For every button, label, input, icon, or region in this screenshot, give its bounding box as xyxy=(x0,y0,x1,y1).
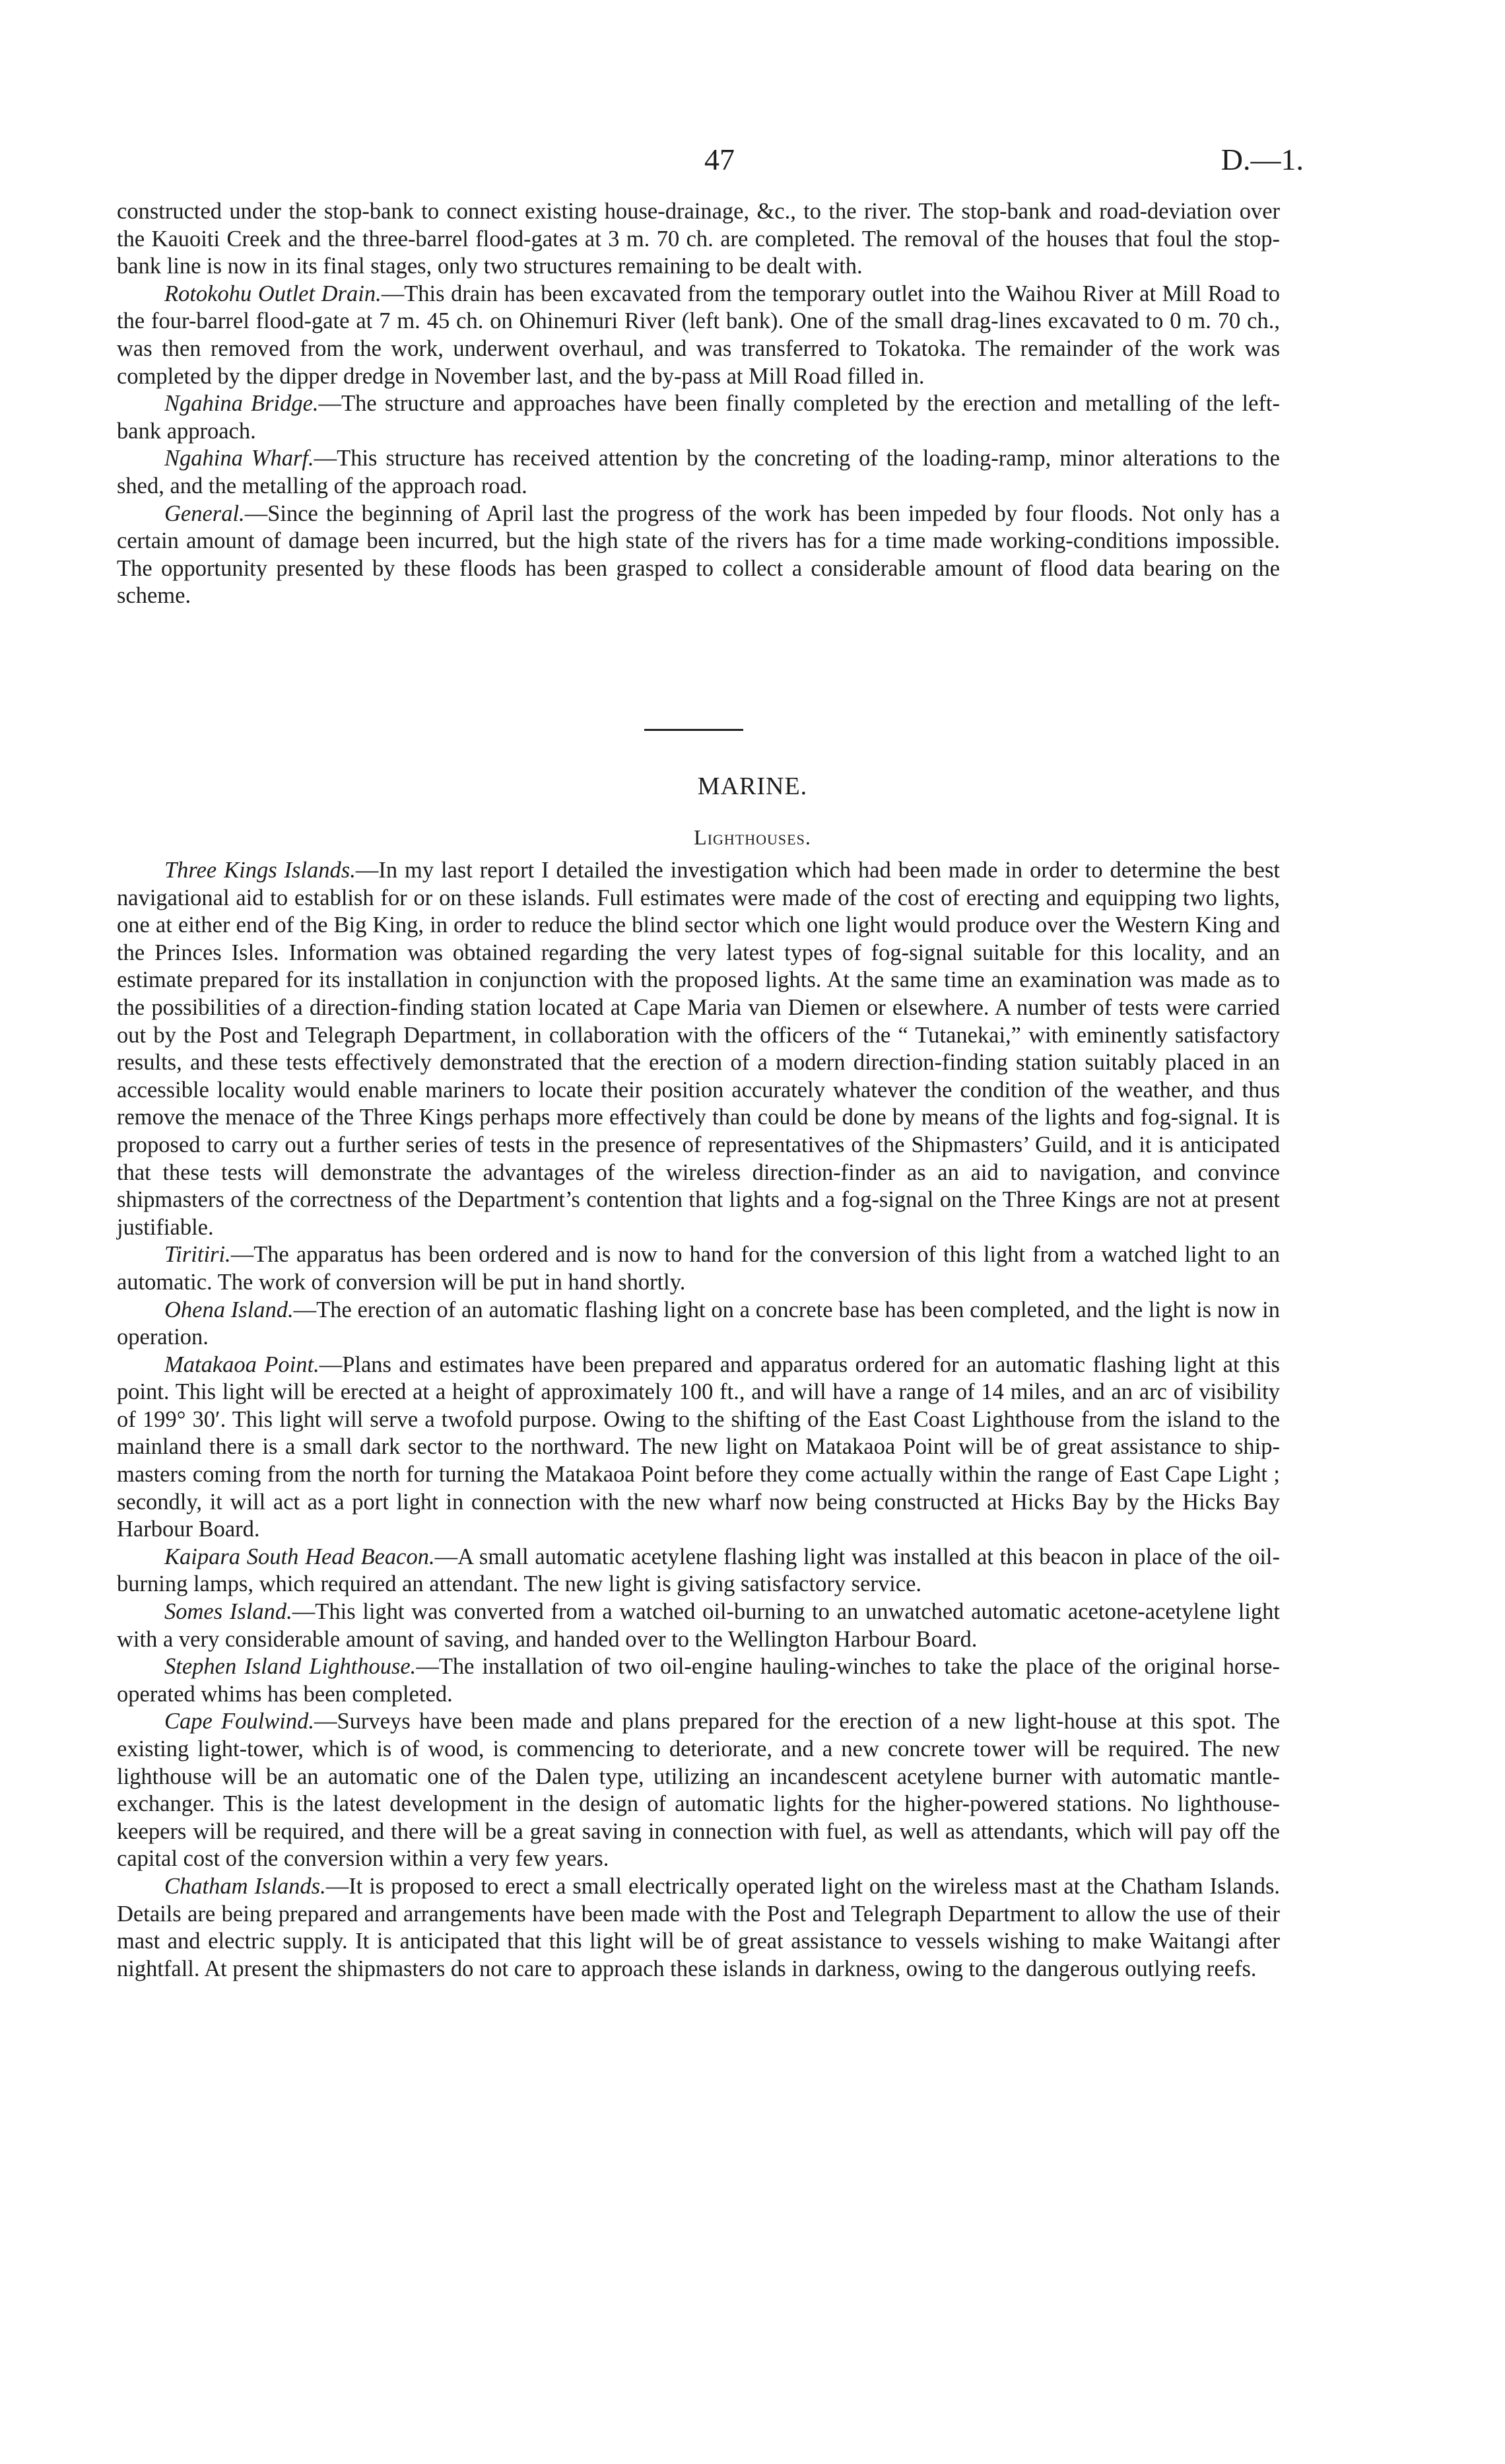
paragraph-lead: Chatham Islands. xyxy=(164,1873,326,1899)
paragraph-lead: Three Kings Islands. xyxy=(164,858,356,883)
paragraph-lead: Somes Island. xyxy=(164,1599,292,1625)
paragraph-general xyxy=(117,500,1280,610)
paragraph-lead: Cape Foulwind. xyxy=(164,1709,314,1734)
paragraph-chatham-islands xyxy=(117,1873,1280,1983)
paragraph-text: —This structure has received attention by the concreting of the loading-ramp, minor alterations to the shed, and the metalling of the approach road. xyxy=(117,446,1280,498)
paragraph-ngahina-bridge xyxy=(117,390,1280,445)
paragraph-text: —Surveys have been made and plans prepared for the erection of a new light-house at this spot. The existing light-tower, which is of wood, is commencing to deteriorate, and a new concrete tower will be required. The new lighthouse will be an automatic one of the Dalen type, utilizing an incandescent acetylene burner with automatic mantle-exchanger. This is the latest development in the design of automatic lights for the higher-powered stations. No lighthouse-keepers will be required, and there will be a great saving in connection with fuel, as well as attendants, which will pay off the capital cost of the conversion within a very few years. xyxy=(117,1709,1280,1872)
paragraph-kaipara-south-head-beacon xyxy=(117,1544,1280,1598)
paragraph-text: —Since the beginning of April last the progress of the work has been impeded by four floods. Not only has a certain amount of damage been incurred, but the high state of the rivers has for a time made working-conditions impossible. The opportunity presented by these floods has been grasped to collect a considerable amount of flood data bearing on the scheme. xyxy=(117,500,1280,609)
paragraph-lead: Rotokohu Outlet Drain. xyxy=(164,281,382,306)
section-divider xyxy=(644,729,743,731)
document-reference: D.—1. xyxy=(1221,143,1304,176)
works-section xyxy=(117,198,1280,610)
paragraph-somes-island xyxy=(117,1598,1280,1653)
paragraph-ngahina-wharf xyxy=(117,445,1280,500)
section-title: MARINE. xyxy=(697,772,808,800)
paragraph-lead: Matakaoa Point. xyxy=(164,1352,319,1377)
page-number: 47 xyxy=(704,143,735,176)
paragraph-lead: Ngahina Bridge. xyxy=(164,391,319,417)
paragraph-text: —This light was converted from a watched oil-burning to an unwatched automatic acetone-acetylene light with a very considerable amount of saving, and handed over to the Wellington Harbour Board. xyxy=(117,1599,1281,1652)
paragraph-lead: Ngahina Wharf. xyxy=(164,446,314,471)
paragraph-lead: Kaipara South Head Beacon. xyxy=(164,1544,435,1569)
paragraph-text: —The apparatus has been ordered and is now to hand for the conversion of this light from a watched light to an automatic. The work of conversion will be put in hand shortly. xyxy=(117,1242,1280,1295)
paragraph-text: —The installation of two oil-engine hauling-winches to take the place of the original horse-operated whims has been completed. xyxy=(117,1654,1280,1707)
section-subtitle: Lighthouses. xyxy=(694,825,811,849)
paragraph-tiritiri xyxy=(117,1241,1280,1296)
continuation-paragraph: constructed under the stop-bank to connect existing house-drainage, &c., to the river. The stop-bank and road-deviation over the Kauoiti Creek and the three-barrel flood-gates at 3 m. 70 ch. are completed. The removal of the houses that foul the stop-bank line is now in its final stages, only two structures remaining to be dealt with. xyxy=(117,199,1280,279)
paragraph-three-kings-islands xyxy=(117,857,1280,1241)
lighthouses-section xyxy=(117,857,1280,1983)
paragraph-lead: Ohena Island. xyxy=(164,1297,294,1322)
paragraph-lead: General. xyxy=(164,500,245,526)
paragraph-lead: Stephen Island Lighthouse. xyxy=(164,1654,417,1680)
paragraph-text: —Plans and estimates have been prepared and apparatus ordered for an automatic flashing light at this point. This light will be erected at a height of approximately 100 ft., and will have a range of 14 miles, and an arc of visibility of 199° 30′. This light will serve a twofold purpose. Owing to the shifting of the East Coast Lighthouse from the island to the mainland there is a small dark sector to the northward. The new light on Matakaoa Point will be of great assistance to ship-masters coming from the north for turning the Matakaoa Point before they come actually within the range of East Cape Light ; secondly, it will act as a port light in connection with the new wharf now being constructed at Hicks Bay by the Hicks Bay Harbour Board. xyxy=(117,1352,1280,1542)
paragraph-text: —This drain has been excavated from the temporary outlet into the Waihou River at Mill Road to the four-barrel flood-gate at 7 m. 45 ch. on Ohinemuri River (left bank). One of the small drag-lines excavated to 0 m. 70 ch., was then removed from the work, underwent overhaul, and was transferred to Tokatoka. The remainder of the work was completed by the dipper dredge in November last, and the by-pass at Mill Road filled in. xyxy=(117,281,1280,389)
paragraph-text: —It is proposed to erect a small electrically operated light on the wireless mast at the Chatham Islands. Details are being prepared and arrangements have been made with the Post and Telegraph Department to allow the use of their mast and electric supply. It is anticipated that this light will be of great assistance to vessels wishing to make Waitangi after nightfall. At present the shipmasters do not care to approach these islands in darkness, owing to the dangerous outlying reefs. xyxy=(117,1873,1281,1981)
paragraph-text: —The erection of an automatic flashing light on a concrete base has been completed, and the light is now in operation. xyxy=(117,1297,1280,1350)
paragraph-matakaoa-point xyxy=(117,1352,1280,1544)
paragraph-text: —The structure and approaches have been finally completed by the erection and metalling of the left-bank approach. xyxy=(117,391,1281,444)
paragraph-lead: Tiritiri. xyxy=(164,1242,231,1268)
paragraph-text: —A small automatic acetylene flashing light was installed at this beacon in place of the oil-burning lamps, which required an attendant. The new light is giving satisfactory service. xyxy=(117,1544,1280,1597)
paragraph-stephen-island-lighthouse xyxy=(117,1653,1280,1708)
paragraph-rotokohu-outlet-drain xyxy=(117,281,1280,390)
paragraph-ohena-island xyxy=(117,1297,1280,1352)
paragraph-cape-foulwind xyxy=(117,1708,1280,1873)
paragraph-text: —In my last report I detailed the investigation which had been made in order to determine the best navigational aid to establish for or on these islands. Full estimates were made of the cost of erecting and equipping two lights, one at either end of the Big King, in order to reduce the blind sector which one light would produce over the Western King and the Princes Isles. Information was obtained regarding the very latest types of fog-signal suitable for this locality, and an estimate prepared for its installation in conjunction with the proposed lights. At the same time an examination was made as to the possibilities of a direction-finding station located at Cape Maria van Diemen or elsewhere. A number of tests were carried out by the Post and Telegraph Department, in collaboration with the officers of the “ Tutanekai,” with eminently satisfactory results, and these tests effectively demonstrated that the erection of a modern direction-finding station suitably placed in an accessible locality would enable mariners to locate their position accurately whatever the condition of the weather, and thus remove the menace of the Three Kings perhaps more effectively than could be done by means of the lights and fog-signal. It is proposed to carry out a further series of tests in the presence of representatives of the Shipmasters’ Guild, and it is anticipated that these tests will demonstrate the advantages of the wireless direction-finder as an aid to navigation, and convince shipmasters of the correctness of the Department’s contention that lights and a fog-signal on the Three Kings are not at present justifiable. xyxy=(117,858,1280,1240)
